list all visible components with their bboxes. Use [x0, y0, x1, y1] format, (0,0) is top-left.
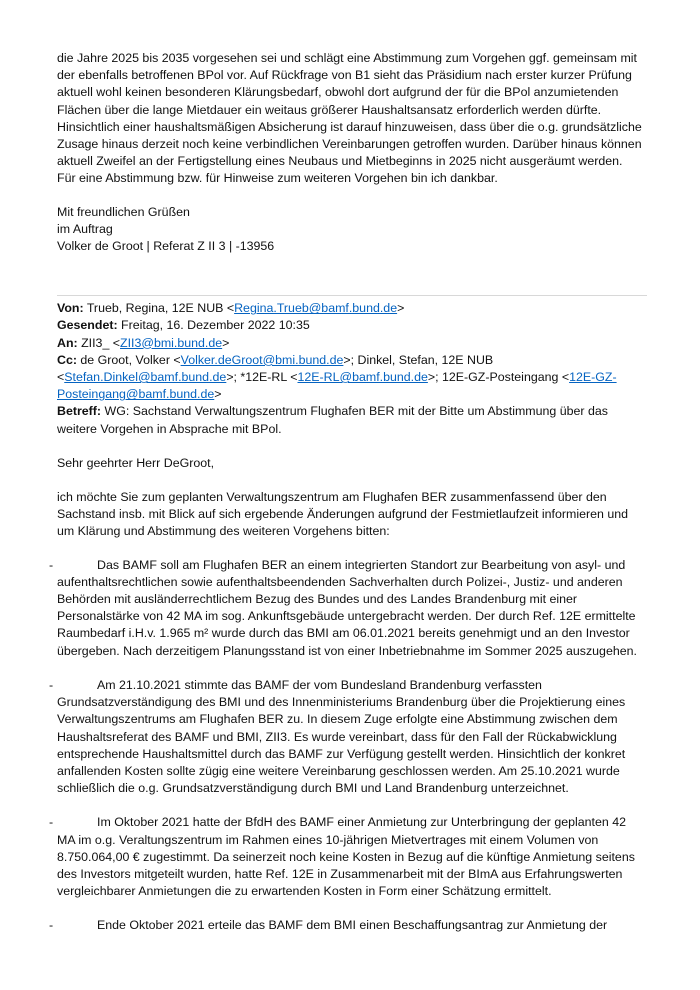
cc-1-email-link[interactable]: Volker.deGroot@bmi.bund.de: [180, 352, 344, 367]
letter-page: [49, 50, 647, 952]
from-label: Von:: [57, 301, 84, 316]
from-email-link[interactable]: Regina.Trueb@bamf.bund.de: [234, 301, 398, 316]
signature-block: [57, 204, 647, 256]
signature-on-behalf: im Auftrag: [57, 221, 113, 236]
bullet-text: Im Oktober 2021 hatte der BfdH des BAMF einer Anmietung zur Unterbringung der geplanten 42 MA im o.g. Veraltungszentrum im Rahmen eines 10-jährigen Mietvertrages mit einem Volumen von 8.750.064,00 € zugestimmt. Da seinerzeit noch keine Kosten in Bezug auf die künftige Anmietung seitens des Investors mitgeteilt wurden, hatte Ref. 12E in Zusammenarbeit mit der BImA aus Erfahrungswerten vergleichbarer Anmietungen die zu erwartenden Kosten in Form einer Schätzung ermittelt.: [57, 815, 635, 899]
to-name: ZII3_ <: [77, 335, 121, 350]
subject-value: WG: Sachstand Verwaltungszentrum Flughafen BER mit der Bitte um Abstimmung über das weitere Vorgehen in Absprache mit BPol.: [57, 404, 608, 436]
email-separator: [57, 295, 647, 296]
to-email-link[interactable]: ZII3@bmi.bund.de: [120, 335, 223, 350]
cc-4-email-link[interactable]: 12E-GZ-Posteingang@bamf.bund.de: [57, 370, 617, 402]
header-sent: [57, 317, 647, 334]
list-item: [49, 917, 647, 934]
bullet-dash: -: [49, 677, 54, 692]
list-item: [49, 677, 647, 797]
greeting: Sehr geehrter Herr DeGroot,: [57, 455, 215, 470]
list-item: [49, 557, 647, 660]
bullet-dash: -: [49, 815, 54, 830]
sent-label: Gesendet:: [57, 318, 118, 333]
to-label: An:: [57, 335, 78, 350]
subject-label: Betreff:: [57, 404, 102, 419]
cc-2-email-link[interactable]: Stefan.Dinkel@bamf.bund.de: [64, 370, 227, 385]
cc-4-name: >; 12E-GZ-Posteingang <: [427, 370, 570, 385]
bullet-dash: -: [49, 918, 54, 933]
from-name: Trueb, Regina, 12E NUB <: [83, 301, 235, 316]
bullet-list: [49, 557, 647, 935]
signature-name: Volker de Groot | Referat Z II 3 | -13956: [57, 239, 275, 254]
header-cc: [57, 352, 647, 404]
header-from: [57, 300, 647, 317]
to-close: >: [222, 335, 230, 350]
bullet-text: Ende Oktober 2021 erteile das BAMF dem BMI einen Beschaffungsantrag zur Anmietung der: [97, 918, 608, 933]
list-item: [49, 814, 647, 900]
bullet-dash: -: [49, 557, 54, 572]
lead-paragraph: ich möchte Sie zum geplanten Verwaltungszentrum am Flughafen BER zusammenfassend über den Sachstand insb. mit Blick auf sich ergebende Änderungen aufgrund der Festmietlaufzeit informieren und um Klärung und Abstimmung des weiteren Vorgehens bitten:: [57, 490, 628, 539]
header-to: [57, 335, 647, 352]
header-subject: [57, 403, 647, 437]
intro-paragraph: die Jahre 2025 bis 2035 vorgesehen sei und schlägt eine Abstimmung zum Vorgehen ggf. gemeinsam mit der ebenfalls betroffenen BPol vor. Auf Rückfrage von B1 sieht das Präsidium nach erster kurzer Prüfung aktuell wohl keinen besonderen Klärungsbedarf, obwohl dort aufgrund der für die BPol anzumietenden Flächen über die lange Mietdauer ein weitaus größerer Haushaltsansatz erforderlich werden dürfte. Hinsichtlich einer haushaltsmäßigen Absicherung ist darauf hinzuweisen, dass über die o.g. grundsätzliche Zusage hinaus derzeit noch keine verbindlichen Vereinbarungen getroffen wurden. Darüber hinaus können aktuell Zweifel an der Fertigstellung eines Neubaus und Mietbeginns in 2025 nicht ausgeräumt werden.: [57, 51, 642, 169]
signature-salutation: Mit freundlichen Grüßen: [57, 204, 190, 219]
cc-2-name: >; Dinkel, Stefan, 12E NUB <: [57, 352, 494, 385]
cc-1-name: de Groot, Volker <: [76, 352, 181, 367]
email-header: [57, 300, 647, 438]
cc-close: >: [214, 387, 222, 402]
bullet-text: Das BAMF soll am Flughafen BER an einem integrierten Standort zur Bearbeitung von asyl- und aufenthaltsrechtlichen sowie aufenthaltsbeendenden Sachverhalten durch Polizei-, Justiz- und anderen Behörden mit ausländerrechtlichem Bezug des Bundes und des Landes Brandenburg mit einer Personalstärke von 42 MA im sog. Ankunftsgebäude untergebracht werden. Der durch Ref. 12E ermittelte Raumbedarf i.H.v. 1.965 m² wurde durch das BMI am 06.01.2021 bereits genehmigt und an den Investor übergeben. Nach derzeitigem Planungsstand ist von einer Inbetriebnahme im Sommer 2025 auszugehen.: [57, 557, 637, 658]
intro-closing-line: Für eine Abstimmung bzw. für Hinweise zum weiteren Vorgehen bin ich dankbar.: [57, 171, 498, 186]
cc-3-name: >; *12E-RL <: [226, 370, 298, 385]
from-close: >: [397, 301, 405, 316]
cc-label: Cc:: [57, 352, 77, 367]
cc-3-email-link[interactable]: 12E-RL@bamf.bund.de: [297, 370, 428, 385]
sent-value: Freitag, 16. Dezember 2022 10:35: [117, 318, 310, 333]
bullet-text: Am 21.10.2021 stimmte das BAMF der vom Bundesland Brandenburg verfassten Grundsatzverständigung des BMI und des Innenministeriums Brandenburg über die Projektierung eines Verwaltungszentrums am Flughafen BER zu. In diesem Zuge erfolgte eine Abstimmung zwischen dem Haushaltsreferat des BAMF und BMI, ZII3. Es wurde vereinbart, dass für den Fall der Rückabwicklung entsprechende Haushaltsmittel durch das BAMF zur Verfügung gestellt werden. Hinsichtlich der konkret anfallenden Kosten sollte zügig eine weitere Vereinbarung geschlossen werden. Am 25.10.2021 wurde schließlich die o.g. Grundsatzverständigung durch BMI und Land Brandenburg unterzeichnet.: [57, 677, 626, 796]
